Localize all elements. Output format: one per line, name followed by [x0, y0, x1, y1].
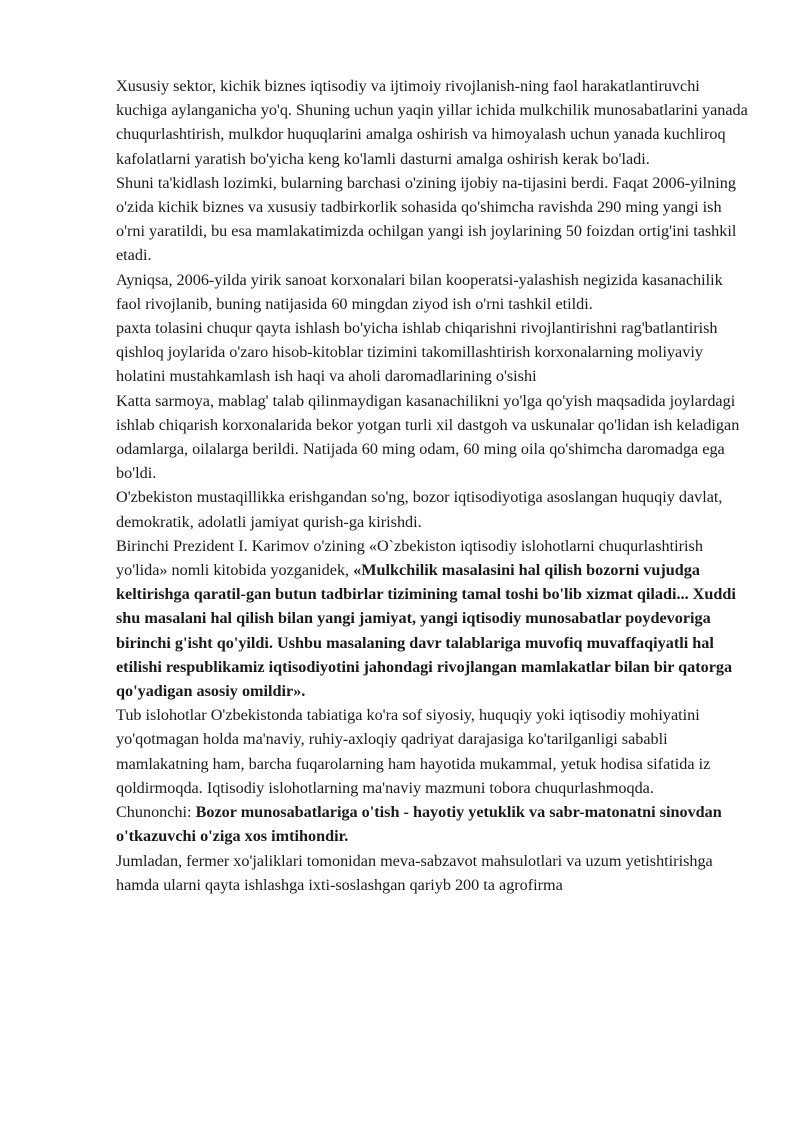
paragraph-results-2006: Shuni ta'kidlash lozimki, bularning barchasi o'zining ijobiy na-tijasini berdi. Faqat 2006-yilning o'zida kichik biznes va xususiy tadbirkorlik sohasida qo'shimcha ravishda 290 ming yangi ish o'rni yaratildi, bu esa mamlakatimizda ochilgan yangi ish joylarining 50 foizdan ortig'ini tashkil etadi.	[116, 173, 737, 265]
paragraph-investment: Katta sarmoya, mablag' talab qilinmaydigan kasanachilikni yo'lga qo'yish maqsadida joylardagi ishlab chiqarish korxonalarida bekor yotgan turli xil dastgoh va uskunalar qo'lidan ish keladigan odamlarga, oilalarga berildi. Natijada 60 ming odam, 60 ming oila qo'shimcha daromadga ega bo'ldi.	[116, 391, 740, 483]
karimov-quote-text: «Mulkchilik masalasini hal qilish bozorni vujudga keltirishga qaratil-gan butun tadbirlar tizimining tamal toshi bo'lib xizmat qiladi... Xuddi shu masalani hal qilish bilan yangi jamiyat, yangi iqtisodiy munosabatlar poydevoriga birinchi g'isht qo'yildi. Ushbu masalaning davr talablariga muvofiq muvaffaqiyatli hal etilishi respublikamiz iqtisodiyotini jahondagi rivojlangan mamlakatlar bilan bir qatorga qo'yadigan asosiy omildir».	[116, 561, 736, 701]
document-body	[116, 74, 748, 897]
paragraph-reforms: Tub islohotlar O'zbekistonda tabiatiga ko'ra sof siyosiy, huquqiy yoki iqtisodiy mohiyatini yo'qotmagan holda ma'naviy, ruhiy-axloqiy qadriyat darajasiga ko'tarilganligi sababli mamlakatning ham, barcha fuqarolarning ham hayotida mukammal, yetuk hodisa sifatida iz qoldirmoqda. Iqtisodiy islohotlarning ma'naviy mazmuni tobora chuqurlashmoqda.	[116, 706, 711, 797]
paragraph-karimov	[116, 534, 748, 703]
chunonchi-bold-text: Bozor munosabatlariga o'tish - hayotiy yetuklik va sabr-matonatni sinovdan o'tkazuvchi o'ziga xos imtihondir.	[116, 803, 722, 846]
chunonchi-intro-text: Chunonchi:	[116, 803, 196, 822]
paragraph-private-sector: Xususiy sektor, kichik biznes iqtisodiy va ijtimoiy rivojlanish-ning faol harakatlantiruvchi kuchiga aylanganicha yo'q. Shuning uchun yaqin yillar ichida mulkchilik munosabatlarini yanada chuqurlashtirish, mulkdor huquqlarini amalga oshirish va himoyalash uchun yanada kuchliroq kafolatlarni yaratish bo'yicha keng ko'lamli dasturni amalga oshirish kerak bo'ladi.	[116, 77, 748, 168]
paragraph-farmers: Jumladan, fermer xo'jaliklari tomonidan meva-sabzavot mahsulotlari va uzum yetishtirishga hamda ularni qayta ishlashga ixti-soslashgan qariyb 200 ta agrofirma	[116, 851, 713, 894]
paragraph-independence: O'zbekiston mustaqillikka erishgandan so'ng, bozor iqtisodiyotiga asoslangan huquqiy davlat, demokratik, adolatli jamiyat qurish-ga kirishdi.	[116, 488, 723, 531]
paragraph-home-work: Ayniqsa, 2006-yilda yirik sanoat korxonalari bilan kooperatsi-yalashish negizida kasanachilik faol rivojlanib, buning natijasida 60 mingdan ziyod ish o'rni tashkil etildi.	[116, 270, 723, 313]
karimov-intro-text: Birinchi Prezident I. Karimov o'zining «O`zbekiston iqtisodiy islohotlarni chuqurlashtirish yo'lida» nomli kitobida yozganidek,	[116, 536, 703, 580]
paragraph-chunonchi	[116, 800, 748, 848]
paragraph-cotton-fiber: paxta tolasini chuqur qayta ishlash bo'yicha ishlab chiqarishni rivojlantirishni rag'batlantirish qishloq joylarida o'zaro hisob-kitoblar tizimini takomillashtirish korxonalarning moliyaviy holatini mustahkamlash ish haqi va aholi daromadlarining o'sishi	[116, 319, 718, 386]
